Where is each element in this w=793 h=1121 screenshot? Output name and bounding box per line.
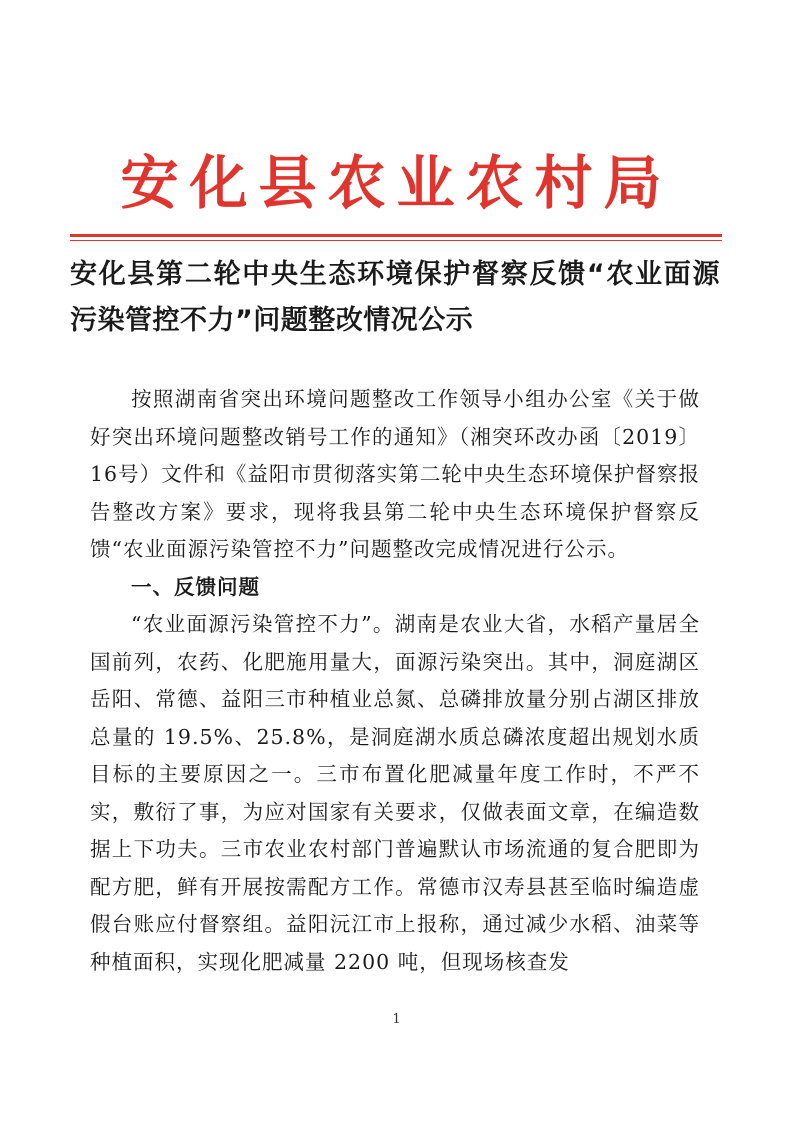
section-paragraph-feedback-issue: “农业面源污染管控不力”。湖南是农业大省，水稻产量居全国前列，农药、化肥施用量大，面源污染突出。其中，洞庭湖区岳阳、常德、益阳三市种植业总氮、总磷排放量分别占湖区排放总量的 19.5%、25.8%，是洞庭湖水质总磷浓度超出规划水质目标的主要原因之一。三市布置化肥减量年度工作时，不严不实，敷衍了事，为应对国家有关要求，仅做表面文章，在编造数据上下功夫。三市农业农村部门普遍默认市场流通的复合肥即为配方肥，鲜有开展按需配方工作。常德市汉寿县甚至临时编造虚假台账应付督察组。益阳沅江市上报称，通过减少水稻、油菜等种植面积，实现化肥减量 2200 吨，但现场核查发 <box>90 612 700 974</box>
document-body <box>90 381 700 981</box>
intro-paragraph: 按照湖南省突出环境问题整改工作领导小组办公室《关于做好突出环境问题整改销号工作的通知》（湘突环改办函〔2019〕16号）文件和《益阳市贯彻落实第二轮中央生态环境保护督察报告整改方案》要求，现将我县第二轮中央生态环境保护督察反馈“农业面源污染管控不力”问题整改完成情况进行公示。 <box>90 387 700 561</box>
masthead-rule-thin <box>70 240 722 241</box>
masthead-rule-thick <box>70 234 722 237</box>
masthead-org-name: 安化县农业农村局 <box>120 149 673 217</box>
section-heading-feedback-issue: 一、反馈问题 <box>131 574 260 599</box>
page-number: 1 <box>392 1012 401 1027</box>
document-title: 安化县第二轮中央生态环境保护督察反馈“农业面源污染管控不力”问题整改情况公示 <box>70 259 720 336</box>
